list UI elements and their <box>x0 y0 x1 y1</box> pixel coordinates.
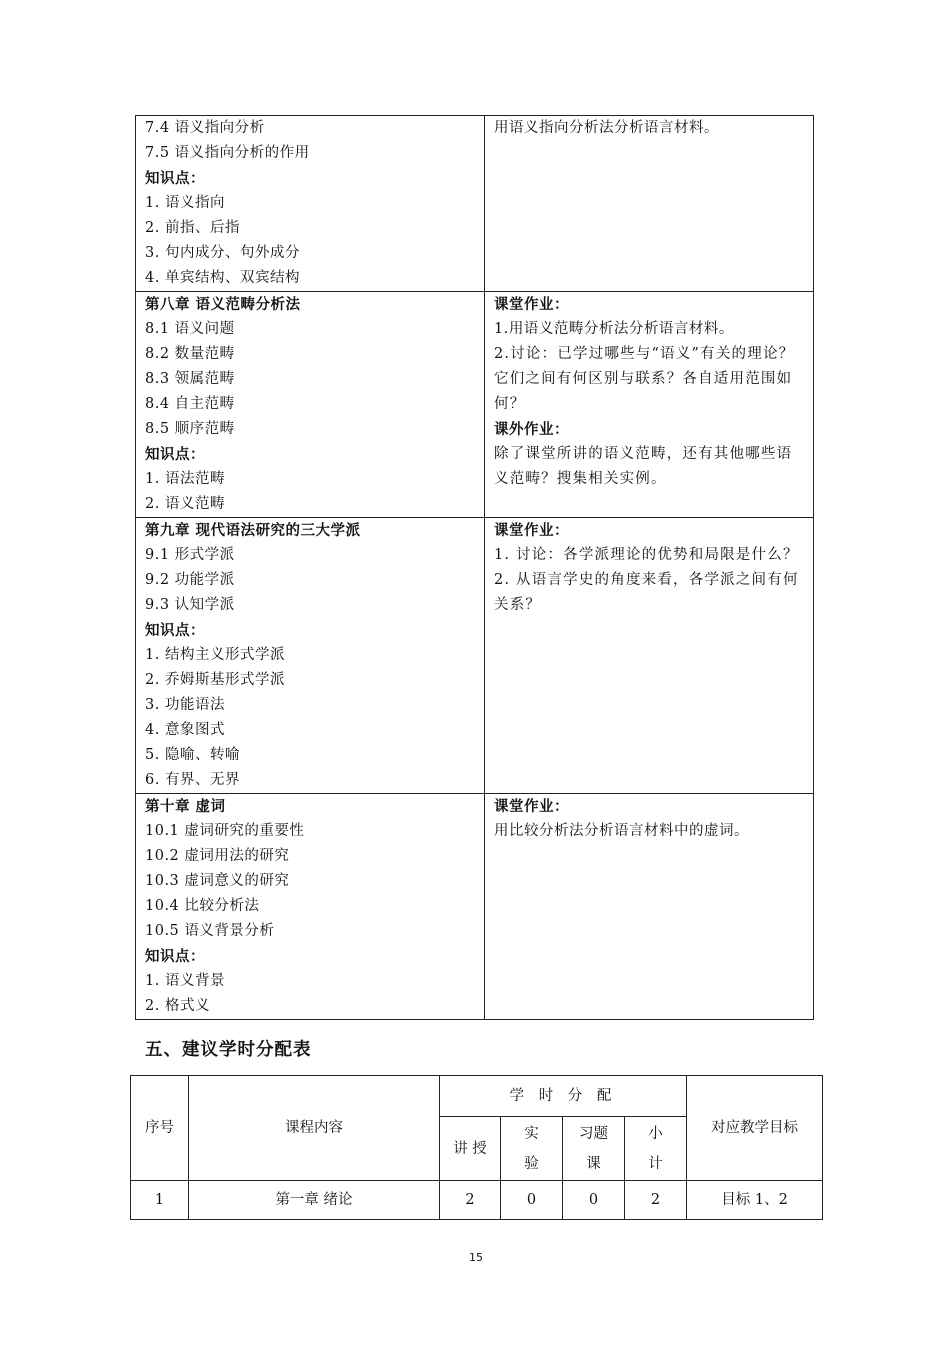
knowledge-point: 1. 语义背景 <box>145 973 225 989</box>
row-lecture: 2 <box>440 1181 501 1220</box>
section-item: 10.5 语义背景分析 <box>145 923 275 939</box>
table-row <box>136 794 814 1020</box>
section-item: 10.2 虚词用法的研究 <box>145 848 290 864</box>
knowledge-points-label: 知识点： <box>145 446 205 463</box>
row-subtotal: 2 <box>625 1181 687 1220</box>
column-header-allocation <box>440 1076 687 1117</box>
knowledge-point: 6. 有界、无界 <box>145 772 240 788</box>
row-lab: 0 <box>501 1181 563 1220</box>
knowledge-points-label: 知识点： <box>145 170 205 187</box>
chapter-title: 第八章 语义范畴分析法 <box>145 296 301 313</box>
row-index: 1 <box>131 1181 189 1220</box>
hours-allocation-table <box>130 1075 823 1220</box>
column-header-lab <box>501 1117 563 1181</box>
section-item: 8.5 顺序范畴 <box>145 421 235 437</box>
chapter-title: 第九章 现代语法研究的三大学派 <box>145 522 361 539</box>
allocation-label: 学 时 分 配 <box>509 1088 617 1104</box>
chapter-content-cell <box>136 116 485 292</box>
section-heading: 五、建议学时分配表 <box>145 1040 312 1060</box>
section-item: 7.5 语义指向分析的作用 <box>145 145 310 161</box>
section-item: 9.1 形式学派 <box>145 547 235 563</box>
knowledge-point: 2. 前指、后指 <box>145 220 240 236</box>
exercise-label: 习题课 <box>579 1125 608 1172</box>
column-header-index: 序号 <box>131 1076 189 1181</box>
knowledge-point: 2. 乔姆斯基形式学派 <box>145 672 285 688</box>
chapter-content-cell <box>136 518 485 794</box>
table-row <box>136 116 814 292</box>
knowledge-point: 2. 语义范畴 <box>145 496 225 512</box>
column-header-subtotal <box>625 1117 687 1181</box>
syllabus-table <box>135 115 814 1020</box>
section-item: 8.4 自主范畴 <box>145 396 235 412</box>
class-assignment-label: 课堂作业： <box>494 522 569 539</box>
section-item: 9.2 功能学派 <box>145 572 235 588</box>
row-content: 第一章 绪论 <box>189 1181 440 1220</box>
chapter-content-cell <box>136 794 485 1020</box>
assignment-item: 2.讨论：已学过哪些与“语义”有关的理论？它们之间有何区别与联系？各自适用范围如何？ <box>494 346 795 412</box>
knowledge-point: 2. 格式义 <box>145 998 210 1014</box>
assignment-item: 用比较分析法分析语言材料中的虚词。 <box>494 823 749 839</box>
assignment-item: 2. 从语言学史的角度来看，各学派之间有何关系？ <box>494 572 799 613</box>
assignment-item: 1. 讨论：各学派理论的优势和局限是什么？ <box>494 547 799 563</box>
knowledge-point: 4. 意象图式 <box>145 722 225 738</box>
row-exercise: 0 <box>563 1181 625 1220</box>
assignment-cell <box>485 518 814 794</box>
assignment-item: 用语义指向分析法分析语言材料。 <box>494 120 719 136</box>
knowledge-point: 1. 语义指向 <box>145 195 225 211</box>
column-header-exercise <box>563 1117 625 1181</box>
section-item: 8.1 语义问题 <box>145 321 235 337</box>
knowledge-point: 3. 句内成分、句外成分 <box>145 245 300 261</box>
subtotal-label: 小计 <box>648 1125 663 1172</box>
knowledge-point: 5. 隐喻、转喻 <box>145 747 240 763</box>
section-item: 10.4 比较分析法 <box>145 898 260 914</box>
section-item: 10.1 虚词研究的重要性 <box>145 823 305 839</box>
section-item: 8.3 领属范畴 <box>145 371 235 387</box>
table-row <box>136 518 814 794</box>
section-item: 8.2 数量范畴 <box>145 346 235 362</box>
class-assignment-label: 课堂作业： <box>494 296 569 313</box>
assignment-cell <box>485 292 814 518</box>
knowledge-point: 1. 结构主义形式学派 <box>145 647 285 663</box>
page-number: 15 <box>469 1251 483 1264</box>
knowledge-points-label: 知识点： <box>145 948 205 965</box>
knowledge-point: 3. 功能语法 <box>145 697 225 713</box>
column-header-lecture: 讲 授 <box>440 1117 501 1181</box>
assignment-cell <box>485 116 814 292</box>
chapter-title: 第十章 虚词 <box>145 798 226 815</box>
homework-item: 除了课堂所讲的语义范畴，还有其他哪些语义范畴？搜集相关实例。 <box>494 446 793 487</box>
class-assignment-label: 课堂作业： <box>494 798 569 815</box>
section-item: 7.4 语义指向分析 <box>145 120 265 136</box>
table-row <box>131 1181 823 1220</box>
section-item: 10.3 虚词意义的研究 <box>145 873 290 889</box>
assignment-cell <box>485 794 814 1020</box>
homework-label: 课外作业： <box>494 421 569 438</box>
column-header-content: 课程内容 <box>189 1076 440 1181</box>
knowledge-point: 1. 语法范畴 <box>145 471 225 487</box>
table-row <box>136 292 814 518</box>
knowledge-points-label: 知识点： <box>145 622 205 639</box>
section-item: 9.3 认知学派 <box>145 597 235 613</box>
chapter-content-cell <box>136 292 485 518</box>
assignment-item: 1.用语义范畴分析法分析语言材料。 <box>494 321 734 337</box>
column-header-goal: 对应教学目标 <box>687 1076 823 1181</box>
row-goal: 目标 1、2 <box>687 1181 823 1220</box>
header-row <box>131 1076 823 1117</box>
lab-label: 实验 <box>524 1125 539 1172</box>
knowledge-point: 4. 单宾结构、双宾结构 <box>145 270 300 286</box>
